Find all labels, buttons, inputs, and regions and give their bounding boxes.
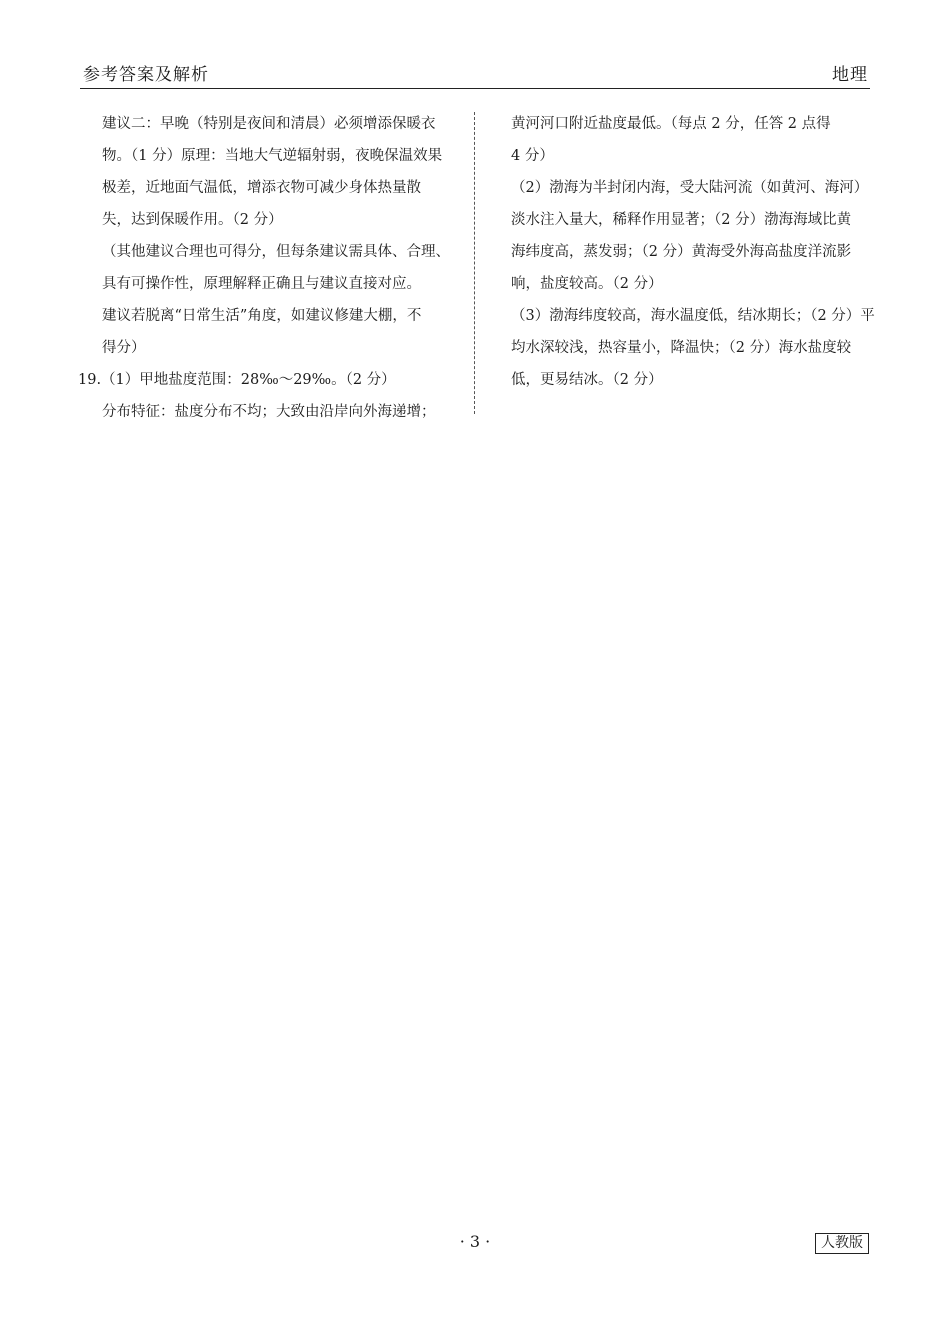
- header-divider: [80, 88, 870, 89]
- text-line: 物。（1 分）原理：当地大气逆辐射弱，夜晚保温效果: [102, 148, 443, 164]
- text-line: 建议二：早晚（特别是夜间和清晨）必须增添保暖衣: [102, 116, 436, 132]
- column-divider: [474, 112, 475, 414]
- document-title: 参考答案及解析: [83, 65, 209, 85]
- text-line: （其他建议合理也可得分，但每条建议需具体、合理、: [102, 244, 450, 260]
- right-column: [511, 108, 875, 396]
- text-line: 海纬度高，蒸发弱；（2 分）黄海受外海高盐度洋流影: [511, 244, 852, 260]
- text-line: 得分）: [102, 340, 146, 356]
- text-line: 极差，近地面气温低，增添衣物可减少身体热量散: [102, 180, 421, 196]
- edition-badge: 人教版: [815, 1233, 869, 1254]
- text-line: 低，更易结冰。（2 分）: [511, 372, 663, 388]
- text-line: 黄河河口附近盐度最低。（每点 2 分，任答 2 点得: [511, 116, 831, 132]
- text-line: 淡水注入量大，稀释作用显著；（2 分）渤海海域比黄: [511, 212, 852, 228]
- page-number: · 3 ·: [459, 1232, 491, 1251]
- text-line: 4 分）: [511, 148, 554, 164]
- text-line: 失，达到保暖作用。（2 分）: [102, 212, 283, 228]
- subject-title: 地理: [832, 65, 868, 85]
- page-header: [80, 58, 870, 88]
- left-column: [78, 108, 464, 428]
- text-line: 建议若脱离“日常生活”角度，如建议修建大棚，不: [102, 308, 422, 324]
- text-line: 响，盐度较高。（2 分）: [511, 276, 663, 292]
- text-line: （3）渤海纬度较高，海水温度低，结冰期长；（2 分）平: [511, 308, 875, 324]
- question-19-line: 19.（1）甲地盐度范围：28‰～29‰。（2 分）: [78, 372, 396, 388]
- text-line: 具有可操作性，原理解释正确且与建议直接对应。: [102, 276, 421, 292]
- text-line: （2）渤海为半封闭内海，受大陆河流（如黄河、海河）: [511, 180, 869, 196]
- text-line: 均水深较浅，热容量小，降温快；（2 分）海水盐度较: [511, 340, 852, 356]
- text-line: 分布特征：盐度分布不均；大致由沿岸向外海递增；: [102, 404, 436, 420]
